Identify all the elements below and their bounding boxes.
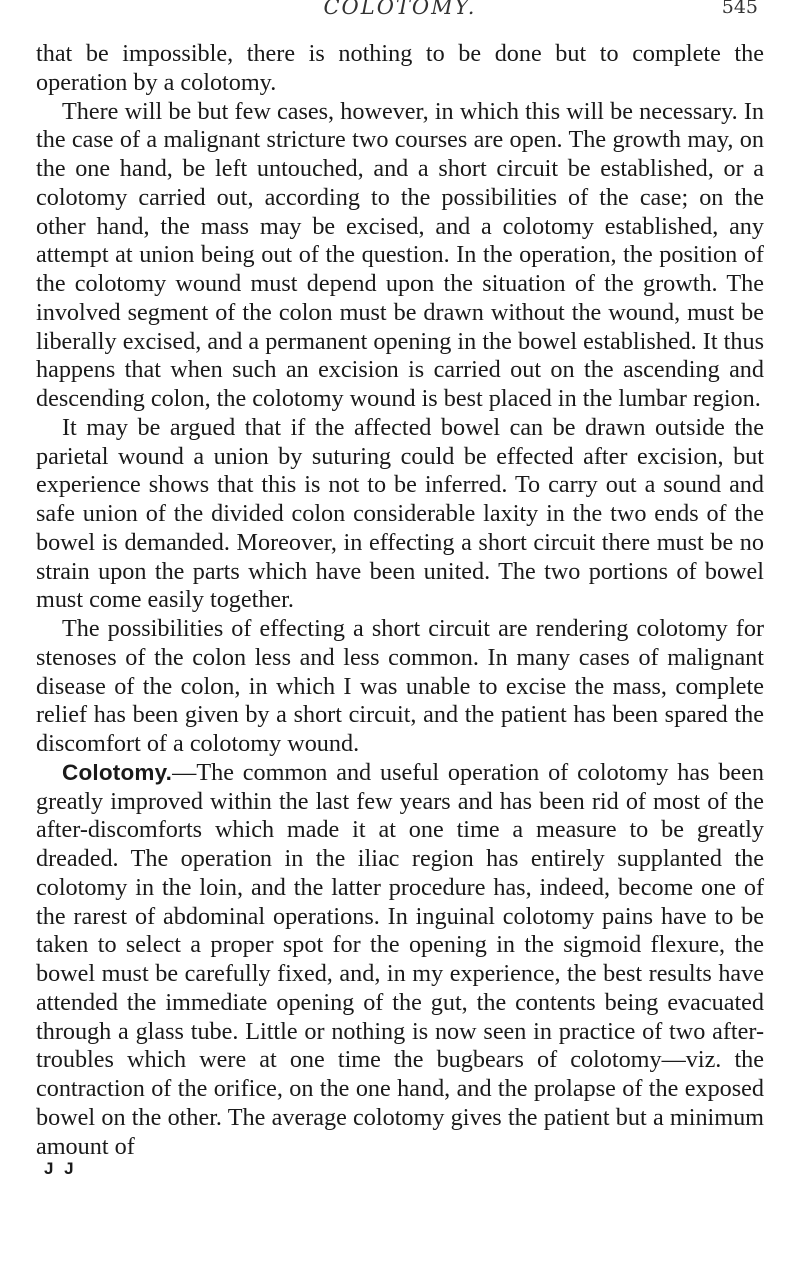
paragraph: [36, 414, 764, 615]
body-text: [36, 40, 764, 1161]
printer-signature-mark: J J: [44, 1159, 77, 1179]
running-title: COLOTOMY.: [323, 0, 477, 19]
book-page: [36, 0, 764, 1286]
paragraph-text: that be impossible, there is nothing to be done but to complete the operation by a colotomy.: [36, 40, 764, 96]
paragraph-text: There will be but few cases, however, in which this will be necessary. In the case of a malignant stricture two courses are open. The growth may, on the one hand, be left untouched, and a short circuit be established, or a colotomy carried out, according to the possibilities of the case; on the other hand, the mass may be excised, and a colotomy established, any attempt at union being out of the question. In the operation, the position of the colotomy wound must depend upon the situation of the growth. The involved segment of the colon must be drawn without the wound, must be liberally excised, and a permanent opening in the bowel established. It thus happens that when such an excision is carried out on the ascending and descending colon, the colotomy wound is best placed in the lumbar region.: [36, 97, 764, 412]
paragraph: [36, 98, 764, 414]
paragraph: [36, 615, 764, 759]
page-number: 545: [721, 0, 758, 18]
paragraph-colotomy: [36, 759, 764, 1162]
paragraph-text: The possibilities of effecting a short circuit are rendering colotomy for stenoses of the colon less and less common. In many cases of malignant disease of the colon, in which I was unable to excise the mass, complete relief has been given by a short circuit, and the patient has been spared the discomfort of a colotomy wound.: [36, 615, 764, 757]
paragraph-text: —The common and useful operation of colotomy has been greatly improved within the last few years and has been rid of most of the after-discomforts which made it at one time a measure to be greatly dreaded. The operation in the iliac region has entirely supplanted the colotomy in the loin, and the latter procedure has, indeed, become one of the rarest of abdominal operations. In inguinal colotomy pains have to be taken to select a proper spot for the opening in the sigmoid flexure, the bowel must be carefully fixed, and, in my experience, the best results have attended the immediate opening of the gut, the contents being evacuated through a glass tube. Little or nothing is now seen in practice of two after-troubles which were at one time the bugbears of colotomy—viz. the contraction of the orifice, on the one hand, and the prolapse of the exposed bowel on the other. The average colotomy gives the patient but a minimum amount of: [36, 758, 764, 1160]
running-head: [36, 0, 764, 40]
paragraph-text: It may be argued that if the affected bowel can be drawn outside the parietal wound a union by suturing could be effected after excision, but experience shows that this is not to be inferred. To carry out a sound and safe union of the divided colon considerable laxity in the two ends of the bowel is demanded. Moreover, in effecting a short circuit there must be no strain upon the parts which have been united. The two portions of bowel must come easily together.: [36, 413, 764, 614]
section-heading: Colotomy.: [62, 759, 173, 785]
paragraph-continued: [36, 40, 764, 98]
